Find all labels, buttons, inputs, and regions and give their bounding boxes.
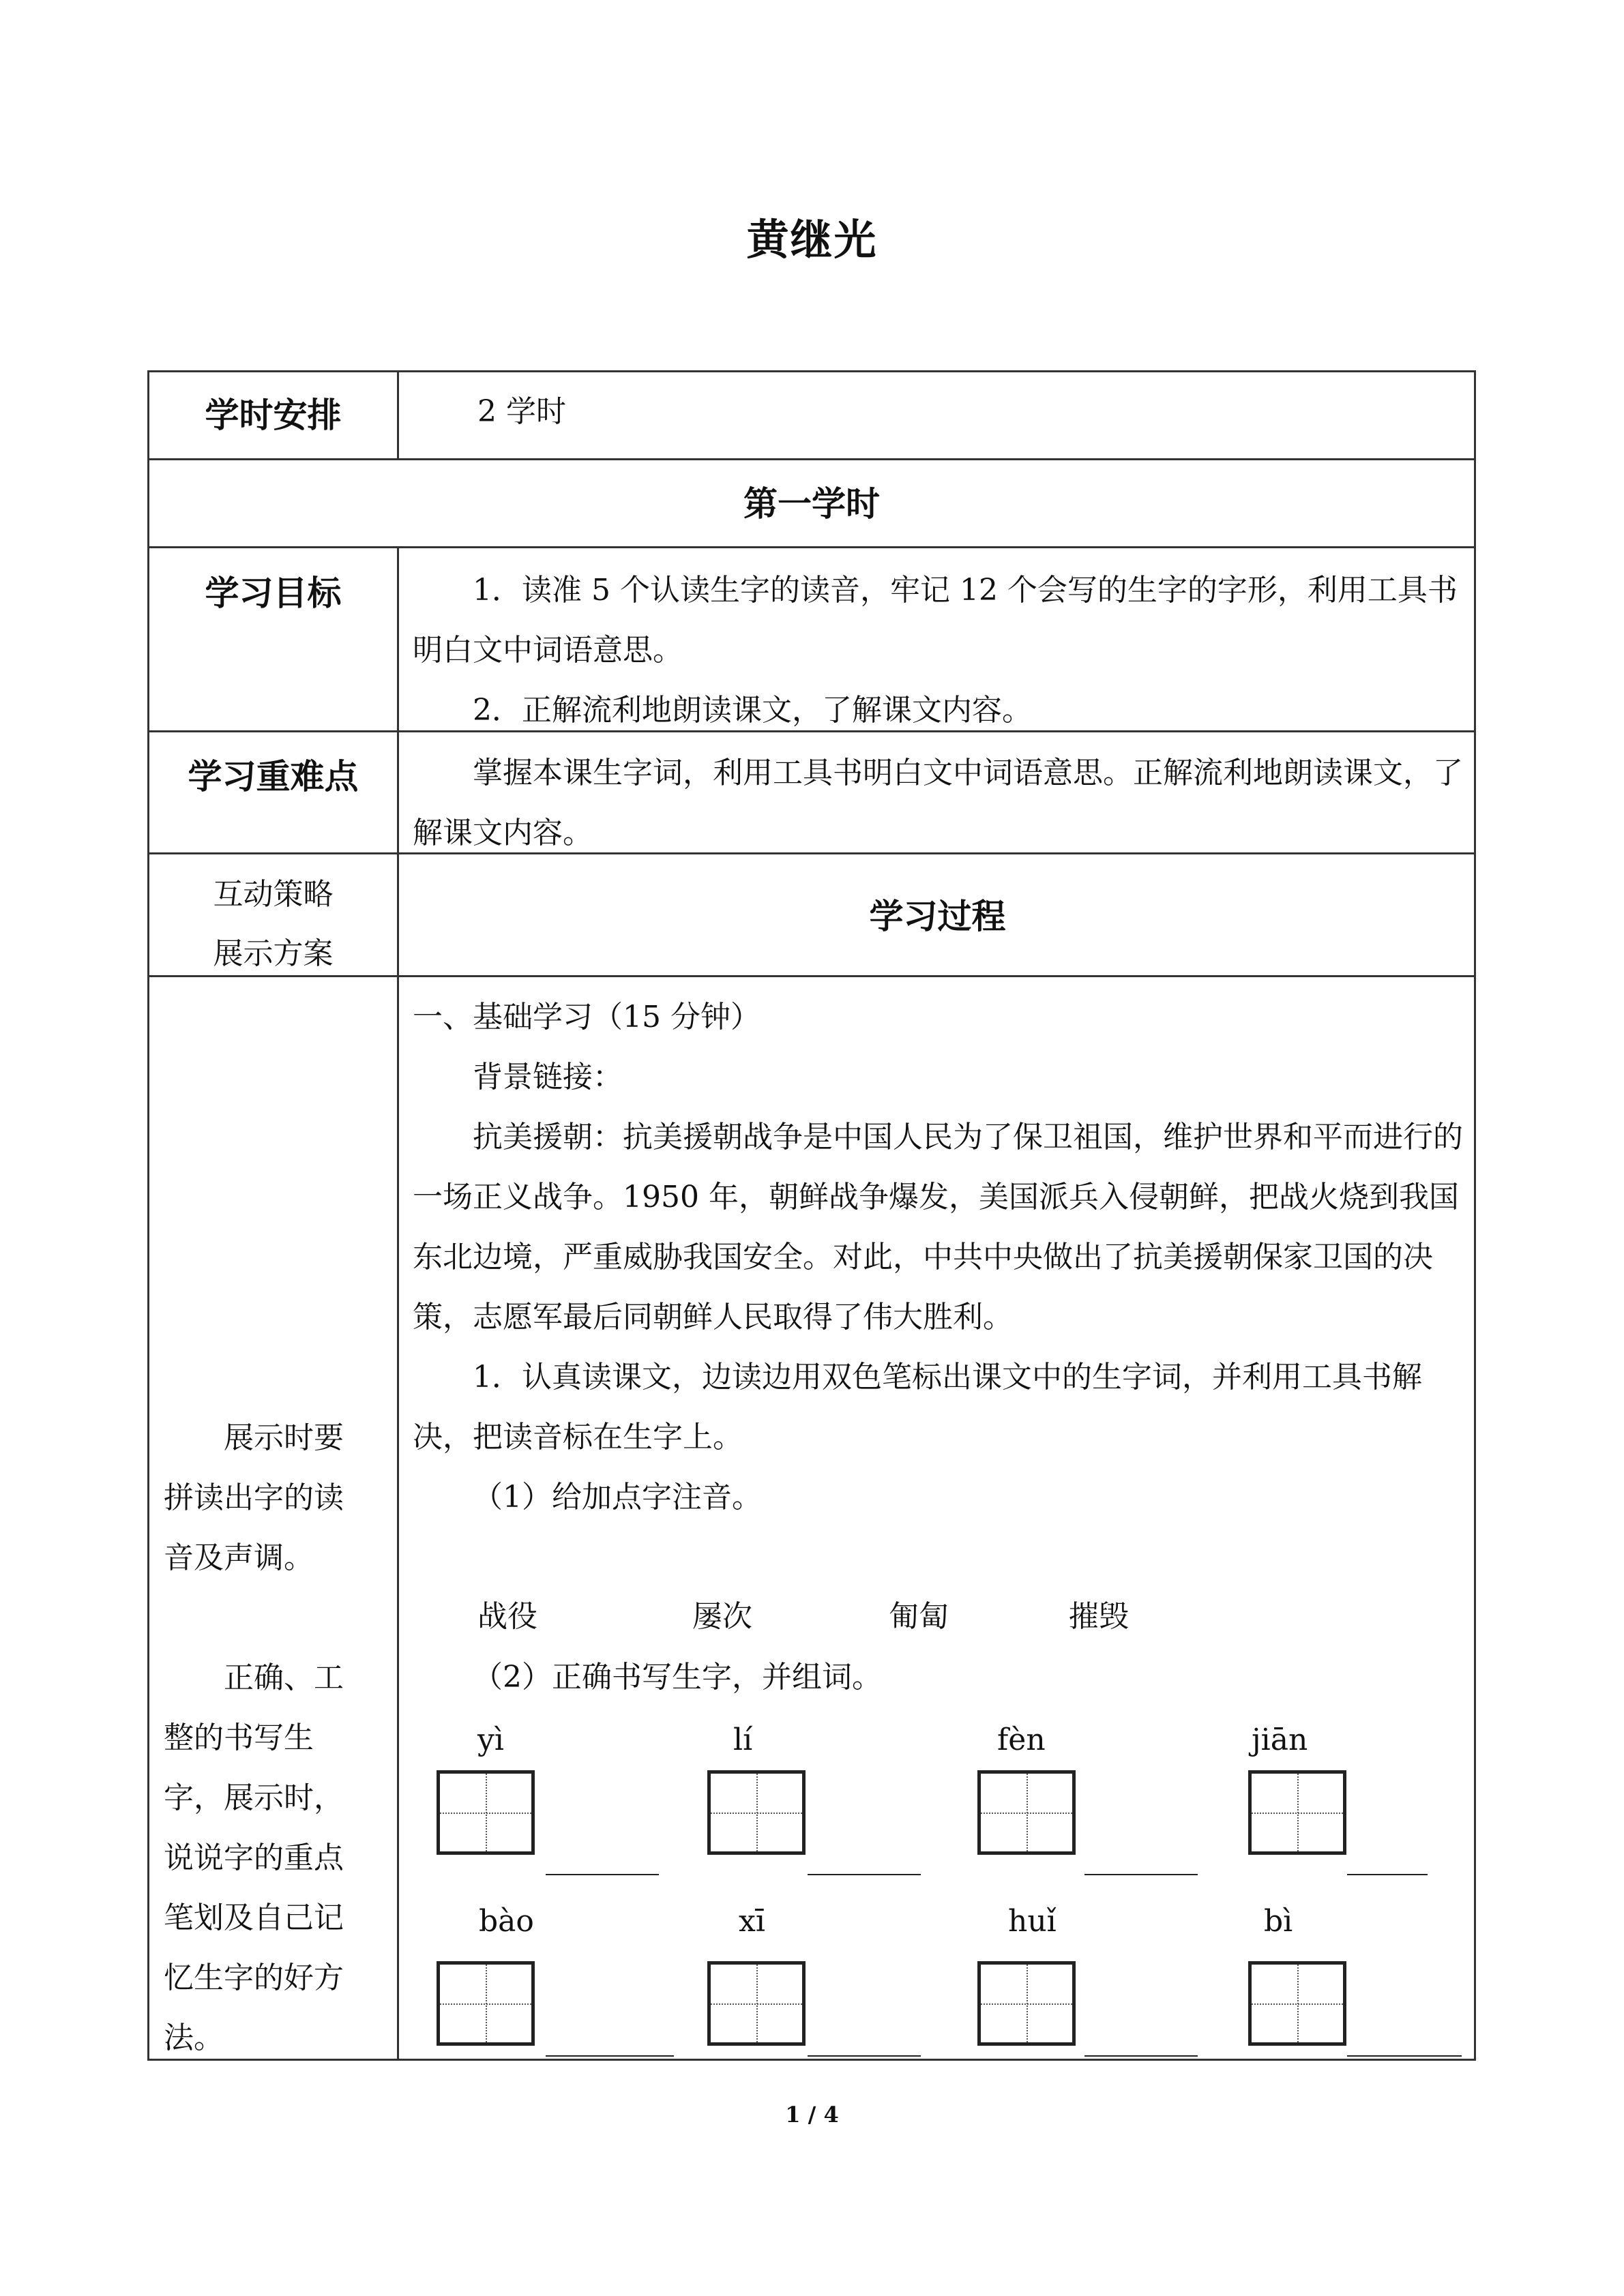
writing-grid-box[interactable] bbox=[977, 1770, 1076, 1855]
side-note: 展示时要拼读出字的读音及声调。 bbox=[164, 1420, 344, 1575]
schedule-label: 学时安排 bbox=[205, 395, 342, 435]
pinyin-label: fèn bbox=[997, 1723, 1046, 1757]
answer-line[interactable] bbox=[1347, 1874, 1428, 1875]
objectives-label: 学习目标 bbox=[205, 573, 342, 613]
schedule-value: 2 学时 bbox=[477, 394, 566, 429]
word-item: 战役 bbox=[477, 1599, 537, 1634]
strategy-label: 互动策略 bbox=[213, 877, 334, 912]
task-instruction: 1．认真读课文，边读边用双色笔标出课文中的生字词，并利用工具书解决，把读音标在生字上。 bbox=[413, 1360, 1422, 1455]
pinyin-label: huǐ bbox=[1008, 1904, 1057, 1939]
writing-grid-box[interactable] bbox=[437, 1961, 535, 2046]
background-label: 背景链接： bbox=[473, 1060, 623, 1094]
pinyin-label: bào bbox=[479, 1904, 534, 1939]
pinyin-label: xī bbox=[739, 1904, 765, 1939]
writing-grid-box[interactable] bbox=[707, 1961, 806, 2046]
word-item: 摧毁 bbox=[1069, 1599, 1129, 1634]
writing-grid-box[interactable] bbox=[1248, 1770, 1346, 1855]
lesson-heading: 第一学时 bbox=[743, 483, 880, 524]
writing-grid-box[interactable] bbox=[1248, 1961, 1346, 2046]
answer-line[interactable] bbox=[808, 1874, 921, 1875]
writing-grid-box[interactable] bbox=[437, 1770, 535, 1855]
column-divider bbox=[397, 370, 399, 460]
answer-line[interactable] bbox=[546, 1874, 659, 1875]
writing-grid-box[interactable] bbox=[977, 1961, 1076, 2046]
process-heading: 学习过程 bbox=[869, 896, 1006, 936]
process-content bbox=[413, 987, 1466, 1527]
answer-line[interactable] bbox=[1084, 1874, 1198, 1875]
answer-line[interactable] bbox=[1084, 2055, 1198, 2057]
side-note: 正确、工整的书写生字，展示时，说说字的重点笔划及自己记忆生字的好方法。 bbox=[164, 1660, 344, 2055]
keypoints-text bbox=[413, 743, 1466, 863]
background-text: 抗美援朝：抗美援朝战争是中国人民为了保卫祖国，维护世界和平而进行的一场正义战争。1950 年，朝鲜战争爆发，美国派兵入侵朝鲜，把战火烧到我国东北边境，严重威胁我国安全。对此，中共中央做出了抗美援朝保家卫国的决策，志愿军最后同朝鲜人民取得了伟大胜利。 bbox=[413, 1120, 1463, 1335]
sub-question: （1）给加点字注音。 bbox=[473, 1480, 762, 1515]
section-heading: 一、基础学习（15 分钟） bbox=[413, 1000, 761, 1034]
objectives-text bbox=[413, 561, 1466, 741]
pinyin-label: bì bbox=[1264, 1904, 1293, 1939]
answer-line[interactable] bbox=[808, 2055, 921, 2057]
page-title: 黄继光 bbox=[746, 215, 878, 265]
objective-item: 1．读准 5 个认读生字的读音，牢记 12 个会写的生字的字形，利用工具书明白文中词语意思。 bbox=[413, 573, 1458, 668]
column-divider bbox=[397, 546, 399, 2061]
keypoints-paragraph: 掌握本课生字词，利用工具书明白文中词语意思。正解流利地朗读课文，了解课文内容。 bbox=[413, 756, 1463, 850]
pinyin-label: jiān bbox=[1252, 1723, 1308, 1757]
answer-line[interactable] bbox=[1347, 2055, 1462, 2057]
word-item: 屡次 bbox=[692, 1599, 752, 1634]
answer-line[interactable] bbox=[546, 2055, 674, 2057]
row-divider bbox=[147, 458, 1476, 460]
word-item: 匍匐 bbox=[889, 1599, 949, 1634]
pinyin-label: lí bbox=[733, 1723, 753, 1757]
sub-question: （2）正确书写生字，并组词。 bbox=[473, 1660, 882, 1695]
pinyin-label: yì bbox=[477, 1723, 504, 1757]
keypoints-label: 学习重难点 bbox=[188, 756, 359, 796]
display-label: 展示方案 bbox=[213, 936, 334, 971]
objective-item: 2．正解流利地朗读课文，了解课文内容。 bbox=[473, 693, 1032, 728]
row-divider bbox=[147, 546, 1476, 548]
page-number: 1 / 4 bbox=[785, 2102, 839, 2128]
writing-grid-box[interactable] bbox=[707, 1770, 806, 1855]
